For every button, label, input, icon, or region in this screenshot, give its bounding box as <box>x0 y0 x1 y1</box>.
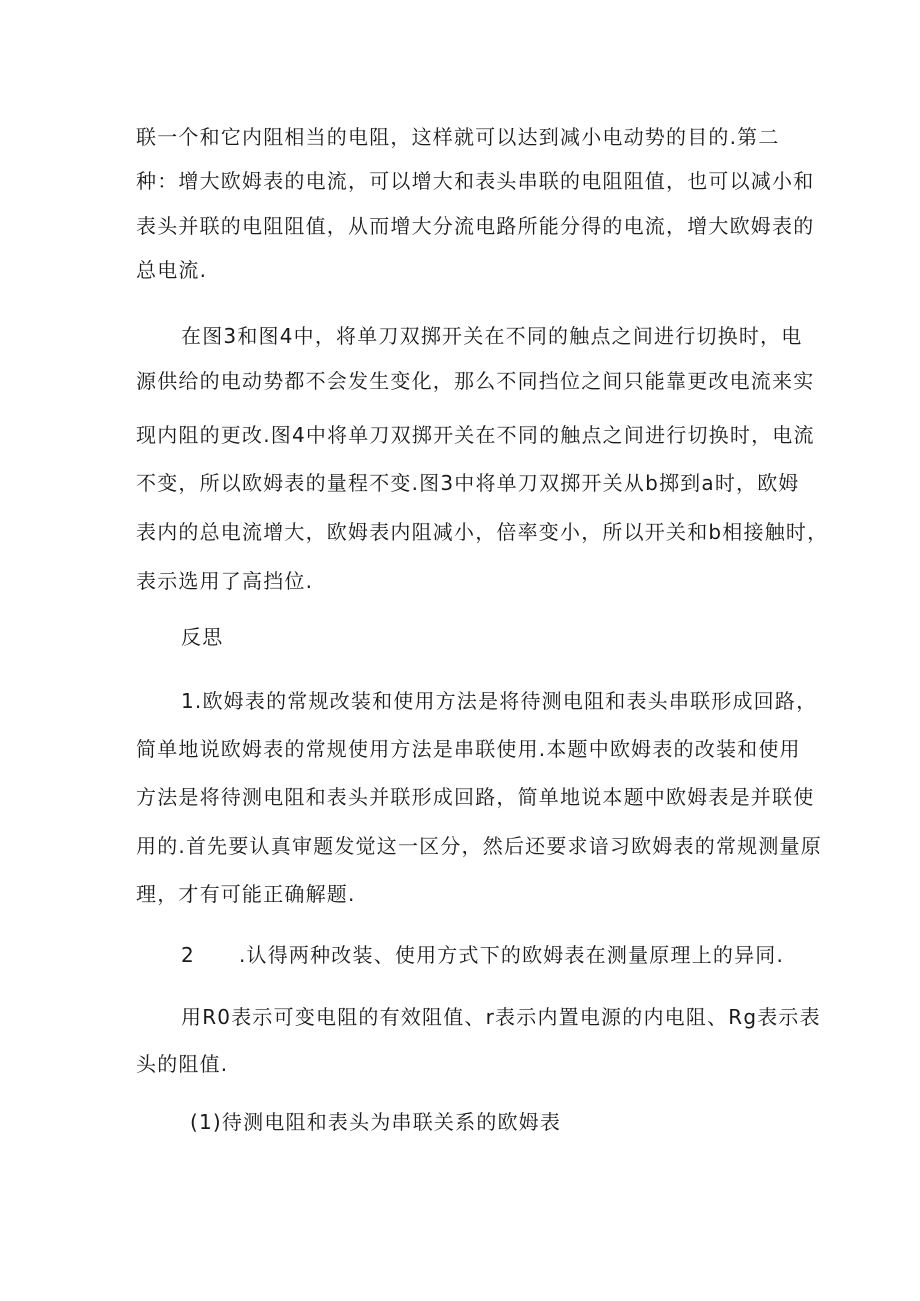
paragraph-symbols-line-1: 用R0表示可变电阻的有效阻值、r表示内置电源的内电阻、Rg表示表 <box>181 1005 821 1029</box>
section-heading-reflection: 反思 <box>181 625 224 649</box>
item-1-line-1: 1.欧姆表的常规改装和使用方法是将待测电阻和表头串联形成回路， <box>181 689 818 713</box>
paragraph-2-line-3: 现内阻的更改.图4中将单刀双掷开关在不同的触点之间进行切换时，电流 <box>136 423 815 447</box>
paragraph-2-line-1: 在图3和图4中，将单刀双掷开关在不同的触点之间进行切换时，电 <box>181 324 803 348</box>
item-2-number: 2 <box>181 943 195 967</box>
item-1-line-2: 简单地说欧姆表的常规使用方法是串联使用.本题中欧姆表的改装和使用 <box>136 737 801 761</box>
paragraph-1-line-4: 总电流. <box>136 258 208 282</box>
paragraph-symbols-line-2: 头的阻值. <box>136 1052 229 1076</box>
subsection-heading-1: (1)待测电阻和表头为串联关系的欧姆表 <box>190 1110 562 1134</box>
paragraph-2-line-4: 不变，所以欧姆表的量程不变.图3中将单刀双掷开关从b掷到a时，欧姆 <box>136 471 800 495</box>
paragraph-1-line-3: 表头并联的电阻阻值，从而增大分流电路所能分得的电流，增大欧姆表的 <box>136 214 815 238</box>
item-1-line-4: 用的.首先要认真审题发觉这一区分，然后还要求谙习欧姆表的常规测量原 <box>136 834 822 858</box>
item-1-line-3: 方法是将待测电阻和表头并联形成回路，简单地说本题中欧姆表是并联使 <box>136 785 815 809</box>
paragraph-2-line-5: 表内的总电流增大，欧姆表内阻减小，倍率变小，所以开关和b相接触时， <box>136 520 829 544</box>
item-1-line-5: 理，才有可能正确解题. <box>136 882 356 906</box>
paragraph-2-line-2: 源供给的电动势都不会发生变化，那么不同挡位之间只能靠更改电流来实 <box>136 369 815 393</box>
paragraph-2-line-6: 表示选用了高挡位. <box>136 569 314 593</box>
item-2-text: .认得两种改装、使用方式下的欧姆表在测量原理上的异同. <box>238 943 785 967</box>
paragraph-1-line-1: 联一个和它内阻相当的电阻，这样就可以达到减小电动势的目的.第二 <box>136 125 780 149</box>
paragraph-1-line-2: 种：增大欧姆表的电流，可以增大和表头串联的电阻阻值，也可以减小和 <box>136 169 815 193</box>
item-2-line <box>181 942 784 968</box>
